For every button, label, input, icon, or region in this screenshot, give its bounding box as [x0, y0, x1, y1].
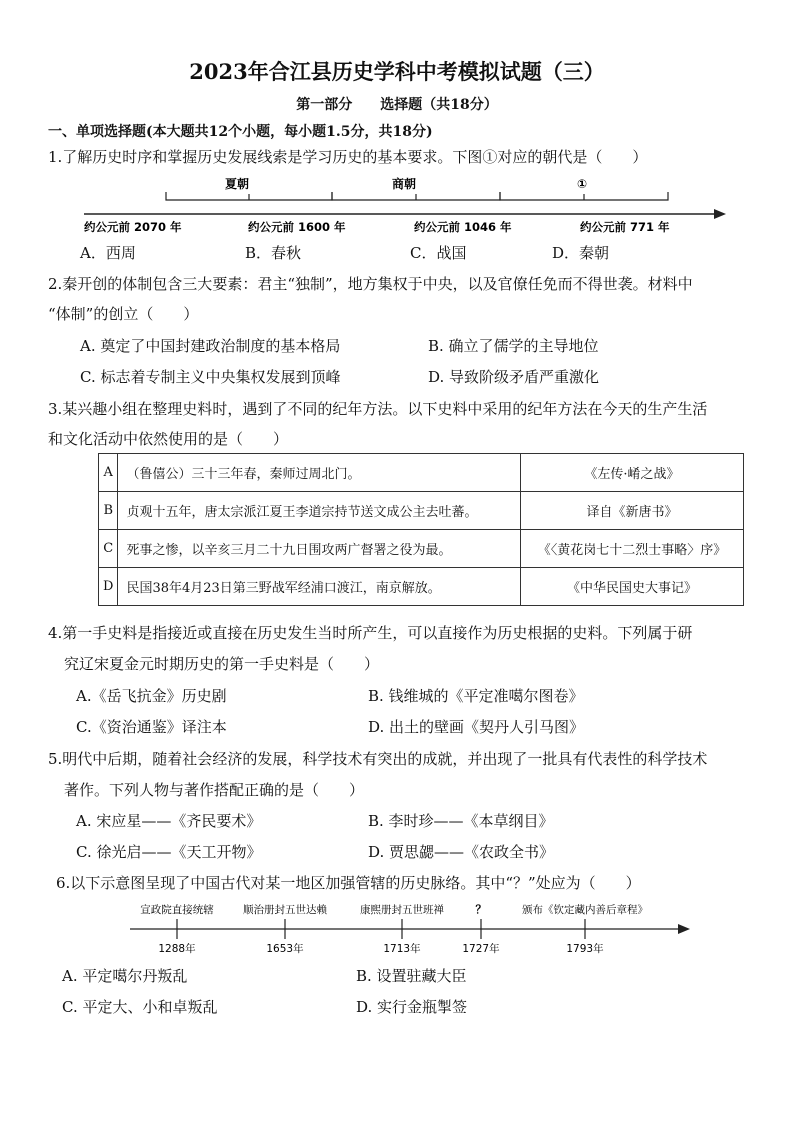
- page-title: 2023年合江县历史学科中考模拟试题（三）: [189, 59, 605, 84]
- year-label-3: 1727年: [462, 943, 500, 955]
- question-2-stem-line2: “体制”的创立（ ）: [48, 305, 199, 323]
- question-1-stem: 1.了解历史时序和掌握历史发展线索是学习历史的基本要求。下图①对应的朝代是（ ）: [48, 148, 648, 166]
- row-label: C: [99, 530, 118, 568]
- source-text: 民国38年4月23日第三野战军经浦口渡江，南京解放。: [118, 568, 521, 606]
- question-5-stem-line1: 5.明代中后期，随着社会经济的发展，科学技术有突出的成就，并出现了一批具有代表性的科学技术: [48, 750, 708, 768]
- event-label-4: 颁布《钦定藏内善后章程》: [522, 904, 648, 916]
- q2-option-a[interactable]: A. 奠定了中国封建政治制度的基本格局: [80, 337, 341, 355]
- date-label-2: 约公元前 1046 年: [414, 220, 512, 234]
- q2-option-d[interactable]: D. 导致阶级矛盾严重激化: [428, 368, 600, 386]
- period-label-0: 夏朝: [225, 177, 250, 191]
- event-label-2: 康熙册封五世班禅: [360, 904, 444, 916]
- q5-option-d[interactable]: D. 贾思勰——《农政全书》: [368, 843, 555, 861]
- source-text: 死事之惨，以辛亥三月二十九日围攻两广督署之役为最。: [118, 530, 521, 568]
- dynasty-timeline: [80, 172, 730, 234]
- date-label-1: 约公元前 1600 年: [248, 220, 346, 234]
- q6-option-c[interactable]: C. 平定大、小和卓叛乱: [62, 998, 218, 1016]
- question-3-stem-line1: 3.某兴趣小组在整理史料时，遇到了不同的纪年方法。以下史料中采用的纪年方法在今天的生产生活: [48, 400, 708, 418]
- row-label: D: [99, 568, 118, 606]
- q6-option-d[interactable]: D. 实行金瓶掣签: [356, 998, 468, 1016]
- event-label-3: ？: [475, 903, 487, 916]
- question-6-stem: 6.以下示意图呈现了中国古代对某一地区加强管辖的历史脉络。其中“？”处应为（ ）: [56, 874, 641, 892]
- period-label-1: 商朝: [392, 177, 417, 191]
- q1-option-d[interactable]: D．秦朝: [552, 244, 610, 262]
- q5-option-b[interactable]: B. 李时珍——《本草纲目》: [368, 812, 554, 830]
- event-label-0: 宣政院直接统辖: [140, 904, 214, 916]
- year-label-0: 1288年: [158, 943, 196, 955]
- source-reference: 译自《新唐书》: [521, 492, 744, 530]
- table-row[interactable]: [99, 454, 744, 492]
- timeline-arrow: [714, 209, 726, 219]
- q1-option-c[interactable]: C．战国: [410, 244, 467, 262]
- source-text: （鲁僖公）三十三年春，秦师过周北门。: [118, 454, 521, 492]
- table-row[interactable]: [99, 492, 744, 530]
- q4-option-d[interactable]: D. 出土的壁画《契丹人引马图》: [368, 718, 585, 736]
- period-label-2: ①: [577, 177, 588, 191]
- q1-option-b[interactable]: B．春秋: [245, 244, 302, 262]
- q4-option-c[interactable]: C.《资治通鉴》译注本: [76, 718, 227, 736]
- q5-option-a[interactable]: A. 宋应星——《齐民要术》: [76, 812, 262, 830]
- timeline-arrow: [678, 924, 690, 934]
- q4-option-b[interactable]: B. 钱维城的《平定准噶尔图卷》: [368, 687, 584, 705]
- date-label-0: 约公元前 2070 年: [84, 220, 182, 234]
- date-label-3: 约公元前 771 年: [580, 220, 670, 234]
- question-4-stem-line2: 究辽宋夏金元时期历史的第一手史料是（ ）: [64, 655, 380, 673]
- source-table: [98, 453, 744, 606]
- q2-option-c[interactable]: C. 标志着专制主义中央集权发展到顶峰: [80, 368, 341, 386]
- question-3-stem-line2: 和文化活动中依然使用的是（ ）: [48, 430, 289, 448]
- source-reference: 《左传·崤之战》: [521, 454, 744, 492]
- source-text: 贞观十五年，唐太宗派江夏王李道宗持节送文成公主去吐蕃。: [118, 492, 521, 530]
- source-reference: 《〈黄花岗七十二烈士事略〉序》: [521, 530, 744, 568]
- part-heading: 第一部分 选择题（共18分）: [296, 97, 498, 113]
- year-label-1: 1653年: [266, 943, 304, 955]
- year-label-2: 1713年: [383, 943, 421, 955]
- section-heading: 一、单项选择题(本大题共12个小题，每小题1.5分，共18分): [48, 124, 433, 140]
- q5-option-c[interactable]: C. 徐光启——《天工开物》: [76, 843, 262, 861]
- table-row[interactable]: [99, 530, 744, 568]
- row-label: B: [99, 492, 118, 530]
- question-4-stem-line1: 4.第一手史料是指接近或直接在历史发生当时所产生，可以直接作为历史根据的史料。下列属于研: [48, 624, 693, 642]
- q2-option-b[interactable]: B. 确立了儒学的主导地位: [428, 337, 599, 355]
- event-label-1: 顺治册封五世达赖: [243, 904, 327, 916]
- row-label: A: [99, 454, 118, 492]
- q6-option-a[interactable]: A. 平定噶尔丹叛乱: [62, 967, 188, 985]
- q4-option-a[interactable]: A.《岳飞抗金》历史剧: [76, 687, 227, 705]
- q1-option-a[interactable]: A．西周: [80, 244, 136, 262]
- table-row[interactable]: [99, 568, 744, 606]
- year-label-4: 1793年: [566, 943, 604, 955]
- tibet-timeline: [128, 900, 694, 958]
- question-2-stem-line1: 2.秦开创的体制包含三大要素：君主“独制”，地方集权于中央，以及官僚任免而不得世袭。材料中: [48, 275, 693, 293]
- question-5-stem-line2: 著作。下列人物与著作搭配正确的是（ ）: [64, 781, 365, 799]
- source-reference: 《中华民国史大事记》: [521, 568, 744, 606]
- q6-option-b[interactable]: B. 设置驻藏大臣: [356, 967, 467, 985]
